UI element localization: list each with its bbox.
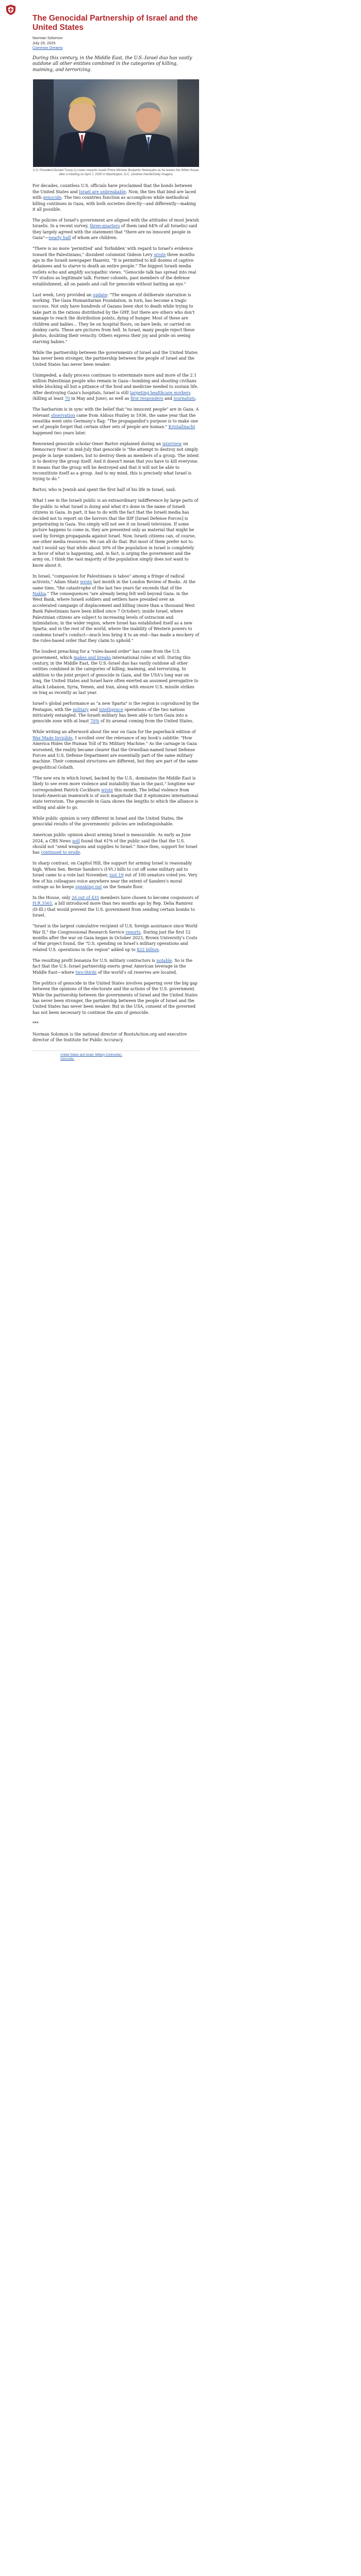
article-paragraph <box>32 183 199 212</box>
inline-link[interactable]: Kristallnacht <box>168 425 195 430</box>
inline-link[interactable]: notable <box>156 958 172 963</box>
tag-list <box>32 1050 199 1064</box>
article <box>32 14 199 1064</box>
paragraph-text: Renowned genocide scholar Omer Bartov explained during an <box>32 441 162 446</box>
paragraph-text: For decades, countless U.S. officials have proclaimed that the bonds between the United States and <box>32 183 192 194</box>
photo-illustration <box>33 79 199 167</box>
article-paragraph <box>32 372 199 402</box>
paragraph-text: happened two years later. <box>32 430 86 435</box>
inline-link[interactable]: continued to erode <box>41 850 80 855</box>
article-body <box>32 183 199 1043</box>
photo-caption: U.S. President Donald Trump (L) looks towards Israeli Prime Minister Benjamin Netanyahu as he leaves the White House after a meeting on April 7, 2025 in Washington, D.C. (Andrew Harnik/Getty Images) <box>32 169 199 176</box>
inline-link[interactable]: 70% <box>90 719 100 724</box>
paragraph-text: found that 61% of the public said the that the U.S. should not "send weapons and supplies to Israel." Since then, support for Israel has <box>32 838 198 855</box>
article-paragraph <box>32 498 199 568</box>
paragraph-text: *** <box>32 1021 39 1026</box>
inline-link[interactable]: interview <box>162 441 182 446</box>
author-name: Norman Solomon <box>32 36 63 40</box>
paragraph-text: , a bill introduced more than two months ago by Rep. Delia Ramirez (D-Ill.) that would prevent the U.S. government from sending certain bombs to Israel. <box>32 901 195 918</box>
paragraph-text: "There is no more 'permitted' and 'forbidden' with regard to Israel's evidence toward the Palestinians," dissident columnist Gideon Levy <box>32 246 193 257</box>
paragraph-text: American public opinion about arming Israel is measurable. As early as June 2024, a CBS News <box>32 833 191 843</box>
paragraph-text: and <box>163 396 174 401</box>
paragraph-text: . So is the fact that the U.S.-Israel partnership exerts great American leverage in the Middle East—where <box>32 958 192 975</box>
article-paragraph <box>32 895 199 919</box>
inline-link[interactable]: update <box>93 292 107 297</box>
paragraph-text: on the Senate floor. <box>102 885 144 890</box>
paragraph-text: The barbarism is in sync with the belief that "no innocent people" are in Gaza. A relevant <box>32 407 199 418</box>
inline-link[interactable]: observation <box>51 413 75 418</box>
paragraph-text: (killing at least <box>32 396 65 401</box>
paragraph-text: international rules at will. During this century, in the Middle East, the U.S.-Israel duo has vastly outdone all other entities combined in the categories of killing, maiming, and terrorizing. In addition to the joint project of genocide in Gaza, and the USA's long war on Iraq, the United States and Israel have often exerted an assumed prerogative to attack Lebanon, Syria, Yemen, and Iran, along with ensure U.S. missile strikes on Iraq as recently as last year. <box>32 655 199 696</box>
inline-link[interactable]: genocide <box>43 195 62 200</box>
paragraph-text: While the partnership between the governments of Israel and the United States has never been stronger, the partnership between the people of Israel and the United States has never been weaker. <box>32 350 198 367</box>
paragraph-text: came from Aldous Huxley in 1936, the same year that the swastika went onto Germany's flag: "The propagandist's purpose is to make one set of people forget that certain other sets of people are human." <box>32 413 199 430</box>
article-paragraph <box>32 406 199 436</box>
paragraph-text: this month. The lethal violence from Israeli-American teamwork is of such magnitude that it epitomizes international state terrorism. The genocide in Gaza shows the lengths to which the alliance is willing and able to go. <box>32 787 199 810</box>
paragraph-text: last month in the London Review of Books. At the same time, "the catastrophe of the last two years far exceeds that of the <box>32 580 195 590</box>
paragraph-text: and <box>89 707 99 712</box>
article-photo <box>33 79 199 167</box>
byline <box>32 36 199 50</box>
paragraph-text: operations of the two nations intricately entangled. The Israeli military has been able to turn Gaza into a genocide zone with at least <box>32 707 188 724</box>
article-paragraph <box>32 1031 199 1043</box>
paragraph-text: of the world's oil reserves are located. <box>96 970 177 975</box>
paragraph-text: : "The weapon of deliberate starvation is working. The Gaza Humanitarian Foundation, in turn, has become a tragic success. Not only have hundreds of Gazans been shot to death while trying to take part in the rations distributed by the GHF, but there are others who don't manage to reach the distribution points, dying of hunger. Most of these are children and babies... They lie on hospital floors, on bare beds, or carried on donkey carts. These are pictures from hell. In Israel, many people reject these photos, doubting their veracity. Others express their joy and pride on seeing starving babies." <box>32 292 195 344</box>
paragraph-text: of its arsenal coming from the United States. <box>99 719 194 724</box>
article-title: The Genocidal Partnership of Israel and the United States <box>32 14 198 32</box>
paragraph-text: . Now, the ties that bind are laced with <box>32 189 196 200</box>
article-paragraph <box>32 832 199 856</box>
inline-link[interactable]: nearly half <box>48 235 71 241</box>
paragraph-text: . <box>80 850 81 855</box>
paragraph-text: . <box>195 396 197 401</box>
article-paragraph <box>32 860 199 890</box>
inline-link[interactable]: poll <box>72 838 80 843</box>
article-paragraph <box>32 246 199 287</box>
inline-link[interactable]: wrote <box>101 787 113 792</box>
paragraph-text: . The two countries function as accomplices while methodical killing continues in Gaza, with both societies directly—and differently—making it all possible. <box>32 195 196 212</box>
article-paragraph <box>32 350 199 367</box>
inline-link[interactable]: Nakba <box>32 591 46 596</box>
paragraph-text: ." The consequences "are already being felt well beyond Gaza: in the West Bank, where Israeli soldiers and settlers have presided over an accelerated campaign of displacement and killing (more than a thousand West Bank Palestinians have been killed since 7 October); inside Israel, where Palestinian citizens are subject to increasing levels of ostracism and intimidation; in the wider region, where Israel has established itself as a new Sparta; and in the rest of the world, where the inability of Western powers to condemn Israel's conduct—much less bring it to an end—has made a mockery of the rules-based order that they claim to uphold." <box>32 591 199 643</box>
inline-link[interactable]: targeting healthcare workers <box>129 390 191 395</box>
article-paragraph <box>32 775 199 810</box>
article-lede: During this century, in the Middle East, the U.S.-Israel duo has vastly outdone all other entities combined in the categories of killing, maiming, and terrorizing. <box>32 55 192 73</box>
inline-link[interactable]: 70 <box>64 396 70 401</box>
paragraph-text: In the House, only <box>32 895 72 901</box>
paragraph-text: Last week, Levy provided an <box>32 292 93 297</box>
inline-link[interactable]: 26 out of 435 <box>71 895 100 901</box>
paragraph-text: in May and June), as well as <box>70 396 130 401</box>
inline-link[interactable]: wrote <box>154 252 166 257</box>
paragraph-text: out of 100 senators voted yes. Very few of his colleagues voice anywhere near the extent of Sanders's moral outrage as he keeps <box>32 873 198 890</box>
paragraph-text: The loudest preaching for a "rules-based order" has come from the U.S. government, which <box>32 649 181 660</box>
paragraph-text: While public opinion is very different in Israel and the United States, the genocidal results of the governments' policies are indistinguishable. <box>32 816 183 827</box>
paragraph-text: of whom are children. <box>71 235 118 241</box>
paragraph-text: members have chosen to become cosponsors of <box>99 895 199 901</box>
inline-link[interactable]: wrote <box>80 580 92 585</box>
paragraph-text: While writing an afterword about the war on Gaza for the paperback edition of <box>32 730 196 735</box>
article-paragraph <box>32 958 199 975</box>
paragraph-text: Bartov, who is Jewish and spent the first half of his life in Israel, said: <box>32 487 176 493</box>
inline-link[interactable]: first responders <box>130 396 163 401</box>
paragraph-text: In Israel, "compassion for Palestinians is taboo" among a fringe of radical activists," Adam Shatz <box>32 573 185 585</box>
inline-link[interactable]: two-thirds <box>75 970 97 975</box>
article-paragraph <box>32 816 199 827</box>
paragraph-text: . During just the first 12 months after the war on Gaza began in October 2023, Brown University's Costs of War project found, the "U.S. spending on Israel's military operations and related U.S. operations in the region" added up to <box>32 929 198 952</box>
paragraph-text: Israel's global performance as "a new Sparta" is the region is coproduced by the Pentagon, with the <box>32 701 199 712</box>
paragraph-text: "The new era in which Israel, backed by the U.S., dominates the Middle East is likely to see even more violence and instability than in the past," longtime war correspondent Patrick Cockburn <box>32 775 196 792</box>
paragraph-text: Unimpeded, a daily process continues to exterminate more and more of the 2.1 million Palestinian people who remain in Gaza—bombing and shooting civilians while blocking all but a pittance of the food and medicine needed to sustain life. After destroying Gaza's hospitals, Israel is still <box>32 372 199 395</box>
article-paragraph <box>32 487 199 493</box>
paragraph-text: The politics of genocide in the United States involves papering over the big gap between the opinions of the electorate and the actions of the U.S. government. While the partnership between the governments of Israel and the United States has never been stronger, the partnership between the people of Israel and the United States has never been weaker. But in the USA, consent of the governed has not been necessary to continue the axis of genocide. <box>32 980 198 1015</box>
paragraph-text: What I see in the Israeli public is an extraordinary indifference by large parts of the public to what Israel is doing and what it's done in the name of Israeli citizens in Gaza. In part, it has to do with the fact that the Israeli media has decided not to report on the horrors that the IDF [Israel Defense Forces] is perpetrating in Gaza. You simply will not see it on Israeli television. If some picture happens to come in, they are presented only as material that might be used by foreign propaganda against Israel. Now, Israeli citizens can, of course, see other media resources. We can all do that. But most of them prefer not to. And I would say that while about 30% of the population in Israel is completely in favor of what is happening, and, in fact, is urging the government and the army on, I think the vast majority of the population simply does not want to know about it. <box>32 498 199 568</box>
inline-link[interactable]: military <box>72 707 89 712</box>
inline-link[interactable]: makes and breaks <box>73 655 111 660</box>
article-paragraph <box>32 923 199 953</box>
article-paragraph <box>32 217 199 241</box>
tag-link[interactable]: Genocide, <box>60 1057 75 1061</box>
article-paragraph <box>32 573 199 644</box>
paragraph-text: , I scrolled over the relevance of my book's subtitle: "How America Hides the Human Toll of Its Military Machine." As the carnage in Gaza worsened, the reality became clearer that the Orwellian-named Israel Defense Forces and U.S. Defense Department are essentially part of the same military machine. Their command structures are different, but they are part of the same geopolitical Goliath. <box>32 735 198 770</box>
article-paragraph <box>32 292 199 345</box>
tag-link[interactable]: United States and Israel: Military Connection, <box>60 1053 123 1057</box>
article-paragraph <box>32 701 199 724</box>
paragraph-text: The policies of Israel's government are aligned with the attitudes of most Jewish Israelis. In a recent survey, <box>32 217 199 229</box>
inline-link[interactable]: War Made Invisible <box>32 735 73 740</box>
inline-link[interactable]: three-quarters <box>90 224 120 229</box>
inline-link[interactable]: reports <box>125 929 141 935</box>
inline-link[interactable]: $22 billion <box>137 947 159 952</box>
paragraph-text: on Democracy Now! in mid-July that genocide is "the attempt to destroy not simply people in large numbers, but to destroy them as members of a group. The intent is to destroy the group itself. And it doesn't mean that you have to kill everyone. It means that the group will be destroyed and that it will not be able to reconstitute itself as a group. And to my mind, this is precisely what Israel is trying to do." <box>32 441 199 482</box>
article-paragraph <box>32 980 199 1015</box>
paragraph-text: of them (and 64% of all Israelis) said they largely agreed with the statement that "there are no innocent people in Gaza"— <box>32 224 198 241</box>
article-paragraph <box>32 649 199 696</box>
shield-logo-icon[interactable] <box>5 4 17 15</box>
paragraph-text: three months ago in the Israeli newspaper Haaretz. "It is permitted to kill dozens of captive detainees and to starve to death an entire people." The biggest Israeli media outlets echo and amplify sociopathic views. "Genocide talk has spread into real TV studios as legitimate talk. Former colonels, past members of the defense establishment, all on panels and call for genocide without batting an eye." <box>32 252 196 286</box>
paragraph-text: The resulting profit bonanza for U.S. military contractors is <box>32 958 157 963</box>
article-paragraph <box>32 729 199 770</box>
article-paragraph <box>32 441 199 482</box>
inline-link[interactable]: just 19 <box>109 873 124 878</box>
inline-link[interactable]: H.R.3565 <box>32 901 52 906</box>
inline-link[interactable]: intelligence <box>99 707 123 712</box>
publish-date: July 29, 2025 <box>32 40 56 45</box>
inline-link[interactable]: speaking out <box>75 885 102 890</box>
paragraph-text: In sharp contrast, on Capitol Hill, the support for arming Israel is reasonably high. When Sen. Bernie Sanders's (I-Vt.) bills to cut off some military aid to Israel came to a vote last November, <box>32 861 192 878</box>
paragraph-text: "Israel is the largest cumulative recipient of U.S. foreign assistance since World War II," the Congressional Research Service <box>32 924 198 935</box>
paragraph-text: . <box>158 947 160 952</box>
source-link[interactable]: Common Dreams <box>32 45 63 50</box>
article-paragraph <box>32 1021 199 1026</box>
paragraph-text: Norman Solomon is the national director of RootsAction.org and executive director of the Institute for Public Accuracy. <box>32 1031 187 1043</box>
inline-link[interactable]: journalists <box>173 396 195 401</box>
inline-link[interactable]: Israel are unbreakable <box>79 189 126 194</box>
